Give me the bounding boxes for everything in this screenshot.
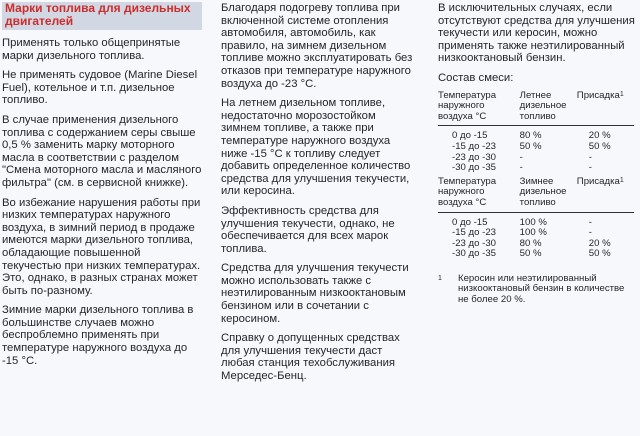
footnote-mark: 1 (438, 274, 442, 282)
table-cell: 20 % (588, 237, 611, 249)
footnote (438, 274, 636, 306)
paragraph: Справку о допущенных средствах для улучшения текучести даст любая станция техобслуживания Мерседес-Бенц. (221, 332, 400, 383)
table-cell: 50 % (588, 248, 611, 260)
column-3 (438, 2, 636, 306)
table-cell: 100 % (519, 216, 547, 228)
summer-table-body (438, 131, 634, 173)
table-cell: 100 % (519, 227, 547, 239)
paragraph: Применять только общепринятые марки дизельного топлива. (2, 37, 181, 62)
paragraph: Зимние марки дизельного топлива в большинстве случаев можно беспроблемно применять при температуре наружного воздуха до -15 °С. (2, 304, 194, 367)
table-cell: - (588, 216, 592, 228)
table-cell: -30 до -35 (452, 162, 496, 174)
column-2-paragraphs (221, 2, 417, 383)
column-2 (221, 2, 417, 390)
table-cell: - (519, 162, 523, 174)
table-cell: 0 до -15 (452, 216, 488, 228)
table-cell: 80 % (519, 130, 542, 142)
paragraph: На летнем дизельном топливе, недостаточно морозостойком зимнем топливе, а также при температуре наружного воздуха ниже -15 °С к топливу следует добавить определенное количество средства для улучшения текучести, или керосина. (221, 97, 411, 198)
table-cell: -30 до -35 (452, 248, 496, 260)
header-additive: Присадка$^1$ (577, 91, 634, 126)
mix-label: Состав смеси: (438, 71, 514, 84)
table-row (438, 249, 634, 260)
table-cell: 50 % (519, 140, 542, 152)
table-row (438, 163, 634, 174)
table-cell: -15 до -23 (452, 227, 496, 239)
header-temperature: Температура наружного воздуха °С (438, 177, 514, 212)
footnote-text: Керосин или неэтилированный низкооктановый бензин в количестве не более 20 %. (458, 272, 625, 306)
paragraph: Благодаря подогреву топлива при включенной системе отопления автомобиля, автомобиль, как правило, на зимнем дизельном топливе можно эксплуатировать без отказов при температуре наружного воздуха до -23 °С. (221, 2, 413, 90)
table-cell: -15 до -23 (452, 140, 496, 152)
table-cell: 20 % (588, 130, 611, 142)
paragraph: Во избежание нарушения работы при низких температурах наружного воздуха, в зимний период в продаже имеются марки дизельного топлива, обладающие повышенной текучестью при низких температурах. Это, однако, в разных странах может быть по-разному. (2, 196, 201, 297)
paragraph: Средства для улучшения текучести можно использовать также с неэтилированным низкооктановым бензином или в сочетании с керосином. (221, 262, 409, 325)
table-cell: 50 % (519, 248, 542, 260)
table-cell: 50 % (588, 140, 611, 152)
winter-fuel-table (438, 177, 634, 260)
column-1 (2, 2, 202, 374)
table-row (438, 142, 634, 153)
table-cell: 80 % (519, 237, 542, 249)
table-cell: -23 до -30 (452, 237, 496, 249)
section-title: Марки топлива для дизельных двигателей (2, 2, 202, 30)
table-cell: -23 до -30 (452, 151, 496, 163)
intro-paragraph: В исключительных случаях, если отсутствуют средства для улучшения текучести или керосин, можно применять также неэтилированный низкооктановый бензин. (438, 2, 635, 65)
winter-table-body (438, 218, 634, 260)
column-1-paragraphs (2, 37, 202, 367)
table-cell: - (519, 151, 523, 163)
table-cell: - (588, 162, 592, 174)
header-winter-fuel: Зимнее дизельное топливо (514, 177, 577, 212)
paragraph: Не применять судовое (Marine Diesel Fuel), котельное и т.п. дизельное топливо. (2, 69, 198, 107)
table-cell: - (588, 227, 592, 239)
paragraph: Эффективность средства для улучшения текучести, однако, не обеспечивается для всех марок топлива. (221, 204, 395, 255)
header-temperature: Температура наружного воздуха °С (438, 91, 514, 126)
table-cell: - (588, 151, 592, 163)
table-cell: 0 до -15 (452, 130, 488, 142)
header-additive: Присадка$^1$ (577, 177, 634, 212)
summer-fuel-table (438, 91, 634, 174)
header-summer-fuel: Летнее дизельное топливо (514, 91, 577, 126)
paragraph: В случае применения дизельного топлива с содержанием серы свыше 0,5 % заменить марку моторного масла в соответствии с разделом "Смена моторного масла и масляного фильтра" (см. в сервисной книжке). (2, 113, 202, 189)
